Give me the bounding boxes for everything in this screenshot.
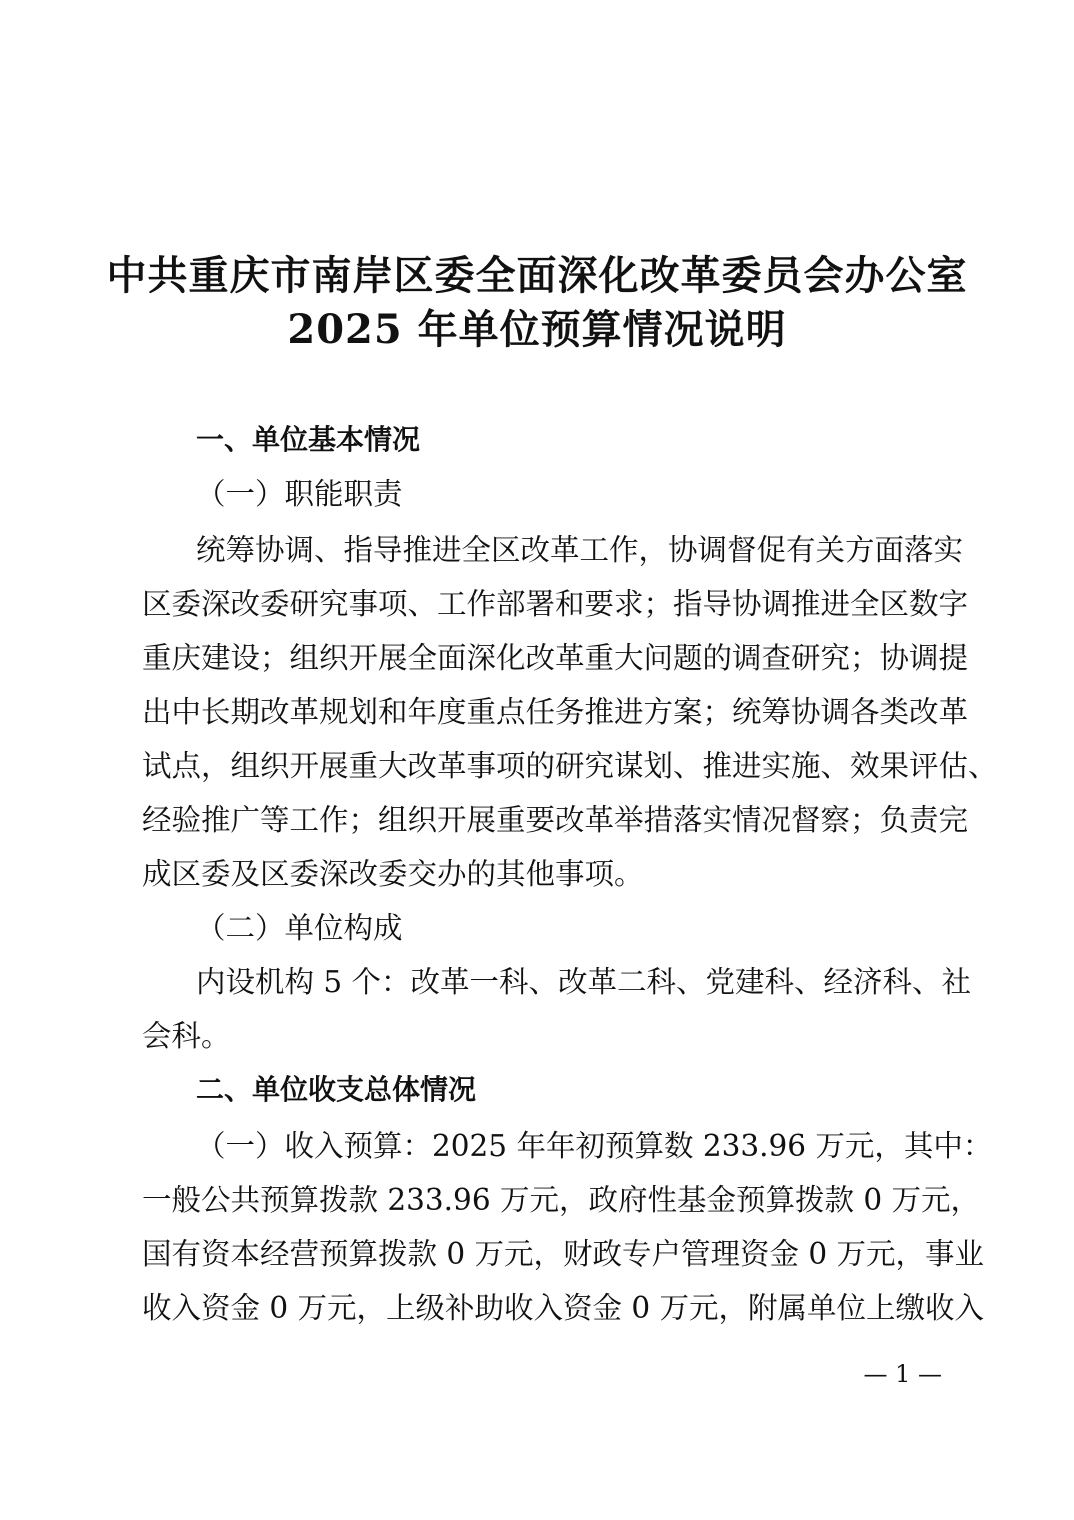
paragraph-line: 一般公共预算拨款 233.96 万元，政府性基金预算拨款 0 万元， bbox=[142, 1183, 980, 1217]
paragraph-line: 区委深改委研究事项、工作部署和要求；指导协调推进全区数字 bbox=[142, 587, 969, 621]
subsection-heading-structure: （二）单位构成 bbox=[196, 911, 403, 945]
paragraph-line: 会科。 bbox=[142, 1019, 231, 1053]
document-title-line-1: 中共重庆市南岸区委全面深化改革委员会办公室 bbox=[106, 252, 968, 299]
paragraph-line: 内设机构 5 个：改革一科、改革二科、党建科、经济科、社 bbox=[196, 965, 972, 999]
paragraph-line: 统筹协调、指导推进全区改革工作，协调督促有关方面落实 bbox=[196, 533, 964, 567]
paragraph-line: 成区委及区委深改委交办的其他事项。 bbox=[142, 857, 644, 891]
paragraph-line: 重庆建设；组织开展全面深化改革重大问题的调查研究；协调提 bbox=[142, 641, 969, 675]
paragraph-line: 出中长期改革规划和年度重点任务推进方案；统筹协调各类改革 bbox=[142, 695, 969, 729]
paragraph-line: （一）收入预算：2025 年年初预算数 233.96 万元，其中： bbox=[196, 1129, 993, 1163]
paragraph-line: 国有资本经营预算拨款 0 万元，财政专户管理资金 0 万元，事业 bbox=[142, 1237, 985, 1271]
paragraph-line: 收入资金 0 万元，上级补助收入资金 0 万元，附属单位上缴收入 bbox=[142, 1291, 985, 1325]
page-number: — 1 — bbox=[863, 1360, 942, 1388]
section-heading-revenue-expenditure: 二、单位收支总体情况 bbox=[196, 1073, 477, 1106]
paragraph-line: 经验推广等工作；组织开展重要改革举措落实情况督察；负责完 bbox=[142, 803, 969, 837]
subsection-heading-duties: （一）职能职责 bbox=[196, 477, 403, 511]
section-heading-basic-info: 一、单位基本情况 bbox=[196, 423, 421, 456]
document-title-line-2: 2025 年单位预算情况说明 bbox=[287, 306, 787, 353]
paragraph-line: 试点，组织开展重大改革事项的研究谋划、推进实施、效果评估、 bbox=[142, 749, 998, 783]
